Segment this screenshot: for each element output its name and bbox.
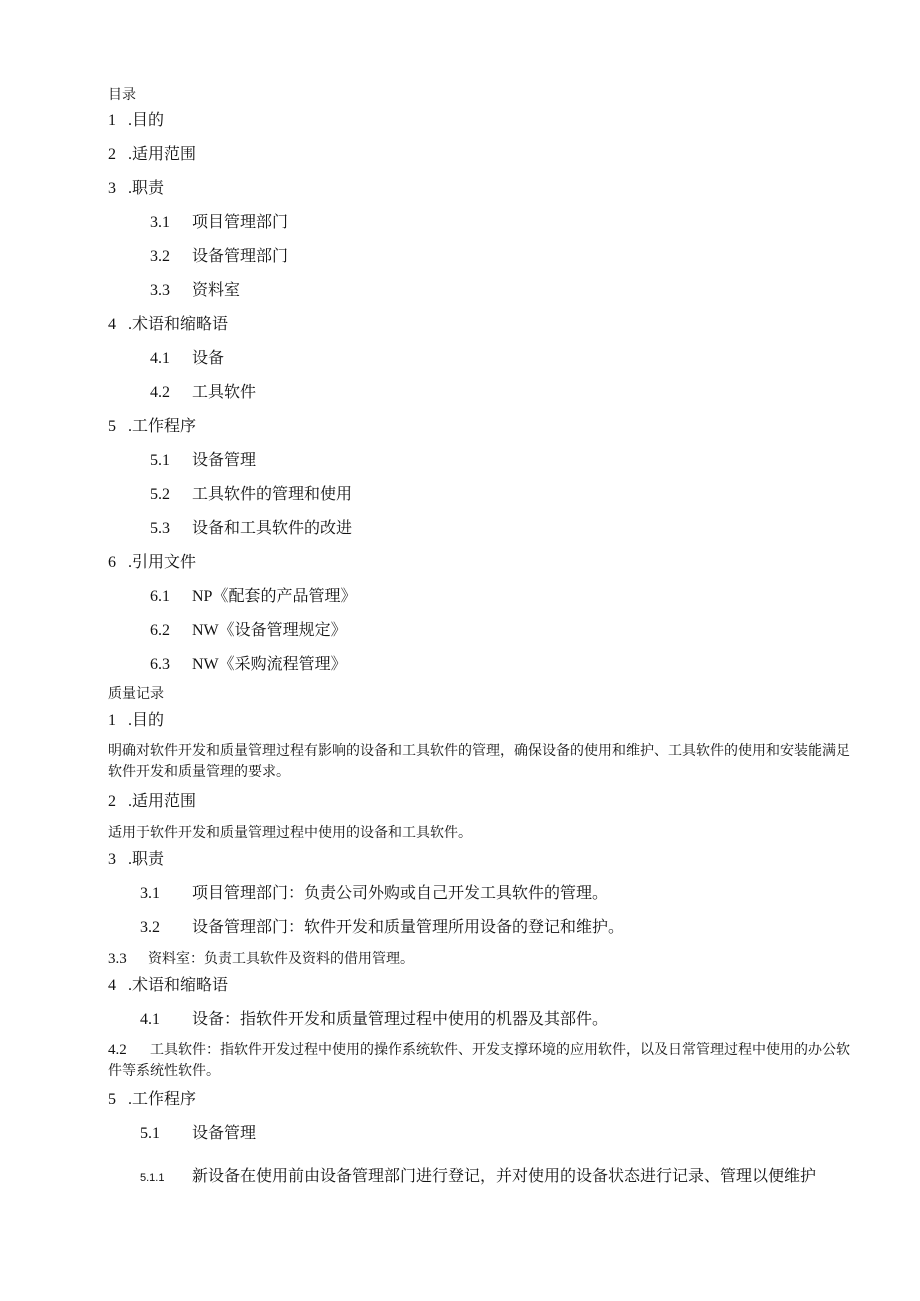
item-num: 4.2 [108, 1042, 127, 1058]
item-text: 工具软件：指软件开发过程中使用的操作系统软件、开发支撑环境的应用软件，以及日常管理过程中使用的办公软件等系统性软件。 [108, 1043, 850, 1079]
item-num: 5.1.1 [140, 1172, 165, 1184]
toc-num: 4.2 [150, 384, 170, 401]
toc-text: .工作程序 [128, 418, 197, 435]
toc-num: 6 [108, 554, 116, 571]
toc-item-5-2 [150, 481, 352, 504]
toc-item-5-3 [150, 515, 352, 538]
toc-item-3 [108, 175, 164, 198]
item-text: 设备：指软件开发和质量管理过程中使用的机器及其部件。 [192, 1011, 609, 1028]
section-num: 2 [108, 793, 116, 810]
toc-num: 1 [108, 112, 116, 129]
toc-item-4-2 [150, 379, 256, 402]
toc-text: NW《采购流程管理》 [192, 656, 347, 673]
section-title: .适用范围 [128, 793, 197, 810]
toc-text: 设备管理部门 [192, 248, 289, 265]
toc-item-4-1 [150, 345, 224, 368]
item-num: 3.3 [108, 951, 127, 967]
toc-num: 3.2 [150, 248, 170, 265]
section-3-1 [140, 880, 608, 903]
toc-item-5-1 [150, 447, 256, 470]
toc-item-6-1 [150, 583, 356, 606]
toc-item-2 [108, 141, 196, 164]
item-text: 资料室：负责工具软件及资料的借用管理。 [148, 952, 414, 967]
section-title: .工作程序 [128, 1091, 197, 1108]
section-title: .职责 [128, 851, 165, 868]
toc-text: NP《配套的产品管理》 [192, 588, 357, 605]
quality-records-heading: 质量记录 [108, 687, 164, 702]
toc-text: 资料室 [192, 282, 241, 299]
section-3-2 [140, 914, 624, 937]
toc-num: 3.1 [150, 214, 170, 231]
toc-text: 设备 [192, 350, 225, 367]
item-num: 5.1 [140, 1125, 160, 1142]
section-2-heading [108, 788, 196, 811]
toc-item-6 [108, 549, 196, 572]
section-num: 4 [108, 977, 116, 994]
toc-item-3-2 [150, 243, 288, 266]
toc-text: .适用范围 [128, 146, 197, 163]
toc-item-3-1 [150, 209, 288, 232]
section-5-1 [140, 1120, 256, 1143]
toc-num: 2 [108, 146, 116, 163]
toc-text: 工具软件的管理和使用 [192, 486, 353, 503]
item-num: 4.1 [140, 1011, 160, 1028]
toc-num: 6.2 [150, 622, 170, 639]
section-1-heading [108, 707, 164, 730]
section-1-text: 明确对软件开发和质量管理过程有影响的设备和工具软件的管理，确保设备的使用和维护、工具软件的使用和安装能满足软件开发和质量管理的要求。 [108, 744, 850, 780]
section-title: .目的 [128, 712, 165, 729]
toc-text: .术语和缩略语 [128, 316, 229, 333]
toc-num: 5 [108, 418, 116, 435]
toc-item-6-3 [150, 651, 347, 674]
toc-item-6-2 [150, 617, 347, 640]
toc-item-3-3 [150, 277, 240, 300]
toc-text: NW《设备管理规定》 [192, 622, 347, 639]
item-text: 项目管理部门：负责公司外购或自己开发工具软件的管理。 [192, 885, 609, 902]
toc-num: 5.3 [150, 520, 170, 537]
section-num: 1 [108, 712, 116, 729]
toc-text: .目的 [128, 112, 165, 129]
toc-text: .引用文件 [128, 554, 197, 571]
toc-item-4 [108, 311, 228, 334]
toc-num: 5.2 [150, 486, 170, 503]
section-5-heading [108, 1086, 196, 1109]
section-3-heading [108, 846, 164, 869]
section-3-3 [108, 948, 414, 968]
toc-text: 设备管理 [192, 452, 257, 469]
toc-item-1 [108, 107, 164, 130]
toc-text: .职责 [128, 180, 165, 197]
section-4-heading [108, 972, 228, 995]
toc-item-5 [108, 413, 196, 436]
item-text: 新设备在使用前由设备管理部门进行登记，并对使用的设备状态进行记录、管理以便维护 [192, 1168, 817, 1185]
toc-text: 项目管理部门 [192, 214, 289, 231]
item-text: 设备管理 [192, 1125, 257, 1142]
toc-title: 目录 [108, 88, 136, 103]
toc-num: 6.1 [150, 588, 170, 605]
toc-text: 设备和工具软件的改进 [192, 520, 353, 537]
toc-num: 6.3 [150, 656, 170, 673]
item-text: 设备管理部门：软件开发和质量管理所用设备的登记和维护。 [192, 919, 625, 936]
section-4-1 [140, 1006, 608, 1029]
toc-num: 3.3 [150, 282, 170, 299]
item-num: 3.1 [140, 885, 160, 902]
section-num: 5 [108, 1091, 116, 1108]
section-num: 3 [108, 851, 116, 868]
section-2-text: 适用于软件开发和质量管理过程中使用的设备和工具软件。 [108, 826, 472, 841]
toc-num: 4 [108, 316, 116, 333]
section-4-2 [108, 1040, 853, 1082]
toc-num: 4.1 [150, 350, 170, 367]
toc-num: 5.1 [150, 452, 170, 469]
toc-num: 3 [108, 180, 116, 197]
section-title: .术语和缩略语 [128, 977, 229, 994]
section-5-1-1 [140, 1163, 816, 1186]
toc-text: 工具软件 [192, 384, 257, 401]
item-num: 3.2 [140, 919, 160, 936]
